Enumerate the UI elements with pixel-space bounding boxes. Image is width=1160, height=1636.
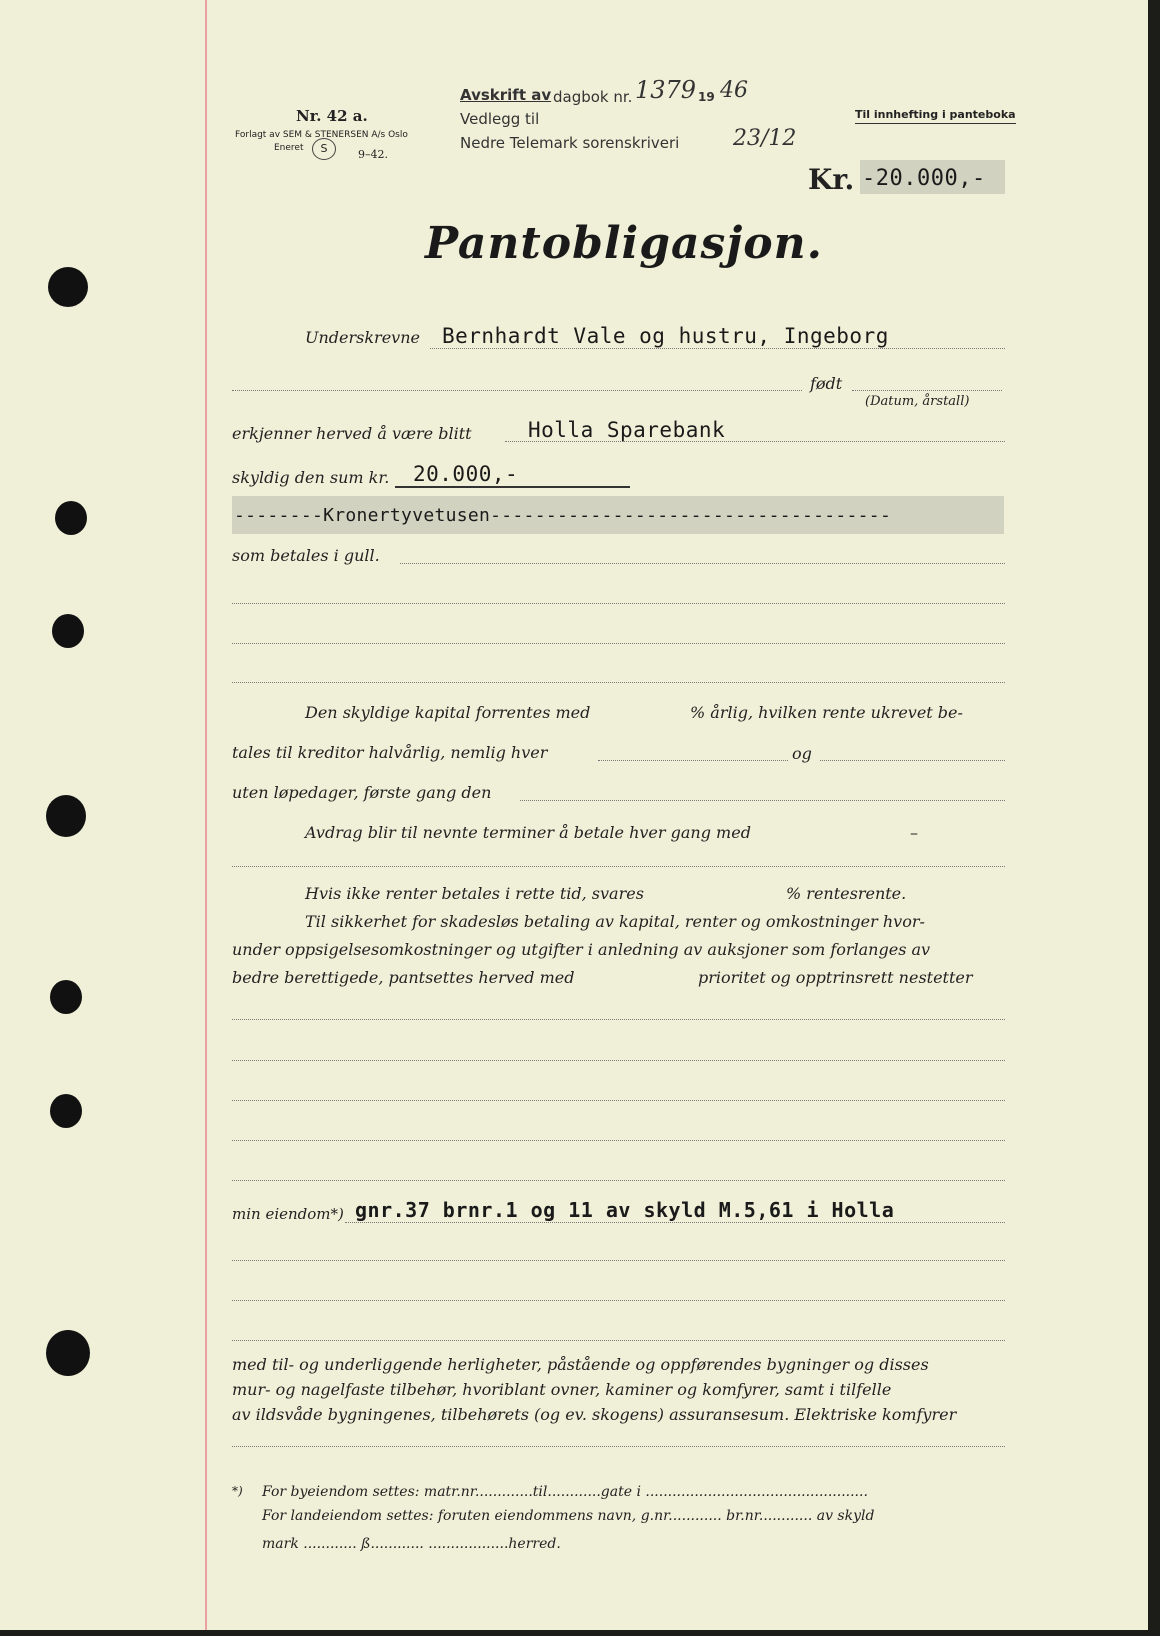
stamp-avskrift: Avskrift av [460, 86, 552, 104]
punch-hole [48, 267, 88, 307]
dotted-line [232, 1260, 1005, 1261]
dotted-line [232, 1300, 1005, 1301]
dotted-line [232, 1060, 1005, 1061]
security-line-1: Til sikkerhet for skadesløs betaling av kapital, renter og omkostninger hvor- [305, 912, 925, 931]
dotted-line [232, 643, 1005, 644]
stamp-number: 1379 [635, 76, 697, 104]
rights-line-2: mur- og nagelfaste tilbehør, hvoriblant ovner, kaminer og komfyrer, samt i tilfelle [232, 1380, 892, 1399]
punch-hole [50, 980, 82, 1014]
dotted-line [232, 1340, 1005, 1341]
punch-hole [55, 501, 87, 535]
stamp-vedlegg: Vedlegg til [460, 110, 540, 128]
footnote-marker: *) [232, 1484, 243, 1498]
born-hint: (Datum, årstall) [865, 394, 970, 409]
dotted-line [232, 1180, 1005, 1181]
days-line: uten løpedager, første gang den [232, 783, 492, 802]
dotted-line [232, 1019, 1005, 1020]
late-line: Hvis ikke renter betales i rette tid, svares [305, 884, 644, 903]
stamp-sorenskriveri: Nedre Telemark sorenskriveri [460, 134, 680, 152]
pay-line: tales til kreditor halvårlig, nemlig hver [232, 743, 548, 762]
footnote-line-1: For byeiendom settes: matr.nr.............til............gate i .................................................. [262, 1484, 868, 1500]
creditor-value: Holla Sparebank [528, 418, 726, 442]
footnote-line-2: For landeiendom settes: foruten eiendommens navn, g.nr............ br.nr............ av skyld [262, 1508, 875, 1524]
pay-og: og [792, 744, 812, 763]
sum-value: 20.000,- [413, 462, 519, 486]
form-number: Nr. 42 a. [296, 107, 368, 125]
property-label: min eiendom*) [232, 1205, 344, 1223]
dotted-line [232, 603, 1005, 604]
dotted-line [232, 1100, 1005, 1101]
dotted-line [232, 866, 1005, 867]
sum-underline [395, 486, 630, 488]
undersigned-label: Underskrevne [305, 328, 420, 347]
dotted-line [232, 1140, 1005, 1141]
top-right-note: Til innhefting i panteboka [855, 108, 1016, 124]
punch-hole [46, 795, 86, 837]
dotted-line [232, 390, 802, 391]
dotted-line [400, 563, 1005, 564]
rights-line-1: med til- og underliggende herligheter, påstående og oppførendes bygninger og disses [232, 1355, 929, 1374]
dotted-line [505, 441, 1005, 442]
publisher-date: 9–42. [358, 148, 388, 161]
document-title: Pantobligasjon. [425, 218, 823, 269]
dotted-line [232, 682, 1005, 683]
acknowledge-label: erkjenner herved å være blitt [232, 424, 472, 443]
margin-line [205, 0, 207, 1630]
stamp-dagbok: dagbok nr. [553, 88, 633, 106]
installment-dash: – [910, 823, 918, 842]
dotted-line [820, 760, 1005, 761]
publisher-eneret: Eneret [274, 143, 304, 153]
amount-label: Kr. [808, 163, 855, 196]
publisher-line: Forlagt av SEM & STENERSEN A/s Oslo [235, 130, 408, 140]
dotted-line [430, 348, 1005, 349]
security-line-2: under oppsigelsesomkostninger og utgifter i anledning av auksjoner som forlanges av [232, 940, 931, 959]
gold-label: som betales i gull. [232, 546, 380, 565]
undersigned-value: Bernhardt Vale og hustru, Ingeborg [442, 324, 889, 348]
installment-line: Avdrag blir til nevnte terminer å betale hver gang med [305, 823, 751, 842]
security-line-3a: bedre berettigede, pantsettes herved med [232, 968, 575, 987]
security-line-3b: prioritet og opptrinsrett nestetter [698, 968, 973, 987]
punch-hole [46, 1330, 90, 1376]
born-label: født [810, 374, 843, 393]
rights-line-3: av ildsvåde bygningenes, tilbehørets (og ev. skogens) assuransesum. Elektriske komfyrer [232, 1405, 957, 1424]
interest-line: Den skyldige kapital forrentes med [305, 703, 591, 722]
dotted-line [345, 1222, 1005, 1223]
dotted-line [232, 1446, 1005, 1447]
stamp-date: 23/12 [733, 126, 797, 151]
dotted-line [520, 800, 1005, 801]
stamp-year: 46 [720, 78, 748, 103]
sum-words: --------Kronertyvetusen------------------------------------ [234, 505, 892, 526]
late-pct: % rentesrente. [786, 884, 907, 903]
publisher-logo-icon: S [312, 138, 336, 160]
dotted-line [852, 390, 1002, 391]
property-value: gnr.37 brnr.1 og 11 av skyld M.5,61 i Holla [355, 1198, 895, 1222]
owe-label: skyldig den sum kr. [232, 468, 390, 487]
punch-hole [52, 614, 84, 648]
amount-value: -20.000,- [862, 166, 986, 191]
dotted-line [598, 760, 788, 761]
footnote-line-3: mark ............ ß............ ..................herred. [262, 1536, 561, 1552]
stamp-year-prefix: 19 [698, 90, 715, 104]
punch-hole [50, 1094, 82, 1128]
interest-pct: % årlig, hvilken rente ukrevet be- [690, 703, 963, 722]
